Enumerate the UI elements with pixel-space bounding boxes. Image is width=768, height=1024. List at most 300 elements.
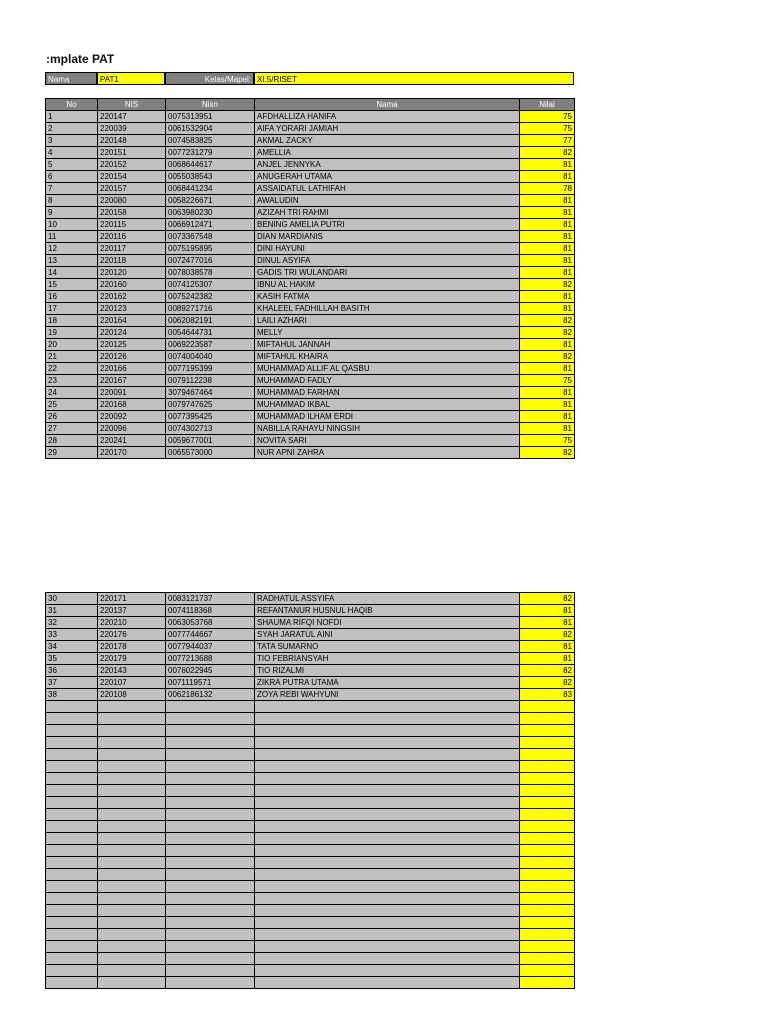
cell-nilai[interactable]: 82 bbox=[520, 327, 575, 339]
cell-nama[interactable] bbox=[255, 869, 520, 881]
cell-nis[interactable]: 220166 bbox=[98, 363, 166, 375]
cell-nisn[interactable]: 0078038578 bbox=[166, 267, 255, 279]
cell-nisn[interactable]: 0055038543 bbox=[166, 171, 255, 183]
cell-nisn[interactable] bbox=[166, 893, 255, 905]
cell-nilai[interactable]: 81 bbox=[520, 363, 575, 375]
cell-nilai[interactable]: 81 bbox=[520, 267, 575, 279]
cell-nisn[interactable]: 0054644731 bbox=[166, 327, 255, 339]
cell-nilai[interactable]: 81 bbox=[520, 195, 575, 207]
cell-nilai[interactable]: 81 bbox=[520, 303, 575, 315]
cell-nama[interactable]: NABILLA RAHAYU NINGSIH bbox=[255, 423, 520, 435]
cell-no[interactable] bbox=[46, 965, 98, 977]
cell-nis[interactable]: 220080 bbox=[98, 195, 166, 207]
cell-no[interactable]: 38 bbox=[46, 689, 98, 701]
cell-nisn[interactable]: 0061532904 bbox=[166, 123, 255, 135]
cell-nama[interactable]: GADIS TRI WULANDARI bbox=[255, 267, 520, 279]
cell-nisn[interactable] bbox=[166, 905, 255, 917]
cell-nis[interactable] bbox=[98, 773, 166, 785]
cell-no[interactable]: 13 bbox=[46, 255, 98, 267]
cell-nisn[interactable]: 0062186132 bbox=[166, 689, 255, 701]
cell-nama[interactable] bbox=[255, 965, 520, 977]
cell-nama[interactable] bbox=[255, 941, 520, 953]
cell-no[interactable]: 17 bbox=[46, 303, 98, 315]
cell-nama[interactable]: NUR APNI ZAHRA bbox=[255, 447, 520, 459]
cell-nisn[interactable]: 0074125307 bbox=[166, 279, 255, 291]
cell-nis[interactable]: 220118 bbox=[98, 255, 166, 267]
cell-nisn[interactable] bbox=[166, 737, 255, 749]
cell-nis[interactable] bbox=[98, 833, 166, 845]
cell-nama[interactable]: RADHATUL ASSYIFA bbox=[255, 593, 520, 605]
cell-nis[interactable] bbox=[98, 953, 166, 965]
cell-nisn[interactable]: 3079467464 bbox=[166, 387, 255, 399]
cell-nis[interactable]: 220210 bbox=[98, 617, 166, 629]
cell-nisn[interactable] bbox=[166, 785, 255, 797]
cell-no[interactable] bbox=[46, 785, 98, 797]
cell-nisn[interactable]: 0068644617 bbox=[166, 159, 255, 171]
cell-nis[interactable] bbox=[98, 737, 166, 749]
cell-nis[interactable]: 220115 bbox=[98, 219, 166, 231]
cell-nilai[interactable]: 81 bbox=[520, 653, 575, 665]
cell-nama[interactable] bbox=[255, 725, 520, 737]
cell-nis[interactable]: 220151 bbox=[98, 147, 166, 159]
cell-no[interactable]: 18 bbox=[46, 315, 98, 327]
cell-nilai[interactable]: 78 bbox=[520, 183, 575, 195]
cell-nilai[interactable]: 81 bbox=[520, 617, 575, 629]
cell-nisn[interactable]: 0077195399 bbox=[166, 363, 255, 375]
cell-nilai[interactable] bbox=[520, 785, 575, 797]
cell-no[interactable] bbox=[46, 761, 98, 773]
cell-no[interactable] bbox=[46, 881, 98, 893]
cell-nis[interactable] bbox=[98, 749, 166, 761]
cell-nilai[interactable]: 75 bbox=[520, 123, 575, 135]
cell-no[interactable]: 33 bbox=[46, 629, 98, 641]
cell-nisn[interactable] bbox=[166, 773, 255, 785]
cell-nisn[interactable]: 0058226671 bbox=[166, 195, 255, 207]
cell-nama[interactable]: AMELLIA bbox=[255, 147, 520, 159]
cell-no[interactable]: 24 bbox=[46, 387, 98, 399]
cell-nama[interactable]: DINI HAYUNI bbox=[255, 243, 520, 255]
cell-no[interactable] bbox=[46, 857, 98, 869]
cell-nis[interactable] bbox=[98, 869, 166, 881]
cell-nama[interactable] bbox=[255, 761, 520, 773]
cell-nama[interactable]: LAILI AZHARI bbox=[255, 315, 520, 327]
cell-no[interactable]: 10 bbox=[46, 219, 98, 231]
cell-nisn[interactable]: 0079112238 bbox=[166, 375, 255, 387]
cell-nama[interactable] bbox=[255, 977, 520, 989]
cell-nilai[interactable]: 81 bbox=[520, 339, 575, 351]
nama-value-cell[interactable]: PAT1 bbox=[97, 72, 165, 85]
cell-nisn[interactable]: 0059677001 bbox=[166, 435, 255, 447]
cell-no[interactable]: 30 bbox=[46, 593, 98, 605]
cell-no[interactable]: 31 bbox=[46, 605, 98, 617]
cell-no[interactable] bbox=[46, 833, 98, 845]
cell-nilai[interactable]: 81 bbox=[520, 243, 575, 255]
cell-nama[interactable]: ZIKRA PUTRA UTAMA bbox=[255, 677, 520, 689]
cell-no[interactable] bbox=[46, 797, 98, 809]
cell-nilai[interactable] bbox=[520, 725, 575, 737]
cell-nilai[interactable] bbox=[520, 761, 575, 773]
cell-nis[interactable]: 220107 bbox=[98, 677, 166, 689]
cell-no[interactable]: 9 bbox=[46, 207, 98, 219]
cell-no[interactable]: 15 bbox=[46, 279, 98, 291]
cell-no[interactable]: 37 bbox=[46, 677, 98, 689]
cell-nis[interactable]: 220162 bbox=[98, 291, 166, 303]
cell-no[interactable]: 16 bbox=[46, 291, 98, 303]
cell-nilai[interactable]: 81 bbox=[520, 255, 575, 267]
cell-nis[interactable] bbox=[98, 761, 166, 773]
cell-nis[interactable]: 220176 bbox=[98, 629, 166, 641]
cell-nis[interactable]: 220167 bbox=[98, 375, 166, 387]
cell-nama[interactable]: SYAH JARATUL AINI bbox=[255, 629, 520, 641]
cell-nilai[interactable]: 81 bbox=[520, 411, 575, 423]
cell-nama[interactable] bbox=[255, 917, 520, 929]
cell-no[interactable] bbox=[46, 977, 98, 989]
cell-nama[interactable]: TIO FEBRIANSYAH bbox=[255, 653, 520, 665]
cell-nisn[interactable] bbox=[166, 749, 255, 761]
cell-nis[interactable] bbox=[98, 725, 166, 737]
cell-nis[interactable] bbox=[98, 965, 166, 977]
cell-nis[interactable] bbox=[98, 905, 166, 917]
cell-no[interactable] bbox=[46, 917, 98, 929]
cell-nisn[interactable]: 0077944037 bbox=[166, 641, 255, 653]
cell-nama[interactable]: MUHAMMAD IKBAL bbox=[255, 399, 520, 411]
cell-nisn[interactable]: 0072477016 bbox=[166, 255, 255, 267]
cell-no[interactable] bbox=[46, 809, 98, 821]
cell-nisn[interactable]: 0066912471 bbox=[166, 219, 255, 231]
cell-nilai[interactable] bbox=[520, 929, 575, 941]
cell-no[interactable]: 2 bbox=[46, 123, 98, 135]
cell-nama[interactable]: MIFTAHUL JANNAH bbox=[255, 339, 520, 351]
cell-nisn[interactable] bbox=[166, 917, 255, 929]
cell-nisn[interactable]: 0068441234 bbox=[166, 183, 255, 195]
cell-nis[interactable]: 220096 bbox=[98, 423, 166, 435]
cell-nama[interactable] bbox=[255, 749, 520, 761]
cell-nis[interactable] bbox=[98, 893, 166, 905]
cell-nama[interactable]: MELLY bbox=[255, 327, 520, 339]
cell-nisn[interactable]: 0075313951 bbox=[166, 111, 255, 123]
cell-no[interactable]: 22 bbox=[46, 363, 98, 375]
cell-nilai[interactable]: 81 bbox=[520, 219, 575, 231]
cell-nama[interactable]: MUHAMMAD ILHAM ERDI bbox=[255, 411, 520, 423]
cell-nisn[interactable]: 0075195895 bbox=[166, 243, 255, 255]
cell-nis[interactable] bbox=[98, 917, 166, 929]
cell-nilai[interactable]: 81 bbox=[520, 207, 575, 219]
cell-nama[interactable]: NOVITA SARI bbox=[255, 435, 520, 447]
cell-nilai[interactable]: 81 bbox=[520, 423, 575, 435]
cell-nisn[interactable]: 0077213688 bbox=[166, 653, 255, 665]
cell-nilai[interactable]: 75 bbox=[520, 375, 575, 387]
cell-nis[interactable] bbox=[98, 821, 166, 833]
cell-nama[interactable] bbox=[255, 857, 520, 869]
cell-nis[interactable]: 220108 bbox=[98, 689, 166, 701]
cell-no[interactable]: 14 bbox=[46, 267, 98, 279]
cell-nis[interactable]: 220160 bbox=[98, 279, 166, 291]
cell-nis[interactable]: 220158 bbox=[98, 207, 166, 219]
cell-nisn[interactable]: 0063980230 bbox=[166, 207, 255, 219]
cell-nama[interactable] bbox=[255, 809, 520, 821]
cell-nama[interactable]: ANUGERAH UTAMA bbox=[255, 171, 520, 183]
cell-nilai[interactable] bbox=[520, 713, 575, 725]
cell-no[interactable] bbox=[46, 773, 98, 785]
cell-nama[interactable] bbox=[255, 905, 520, 917]
cell-nisn[interactable]: 0089271716 bbox=[166, 303, 255, 315]
cell-nis[interactable] bbox=[98, 713, 166, 725]
cell-nis[interactable]: 220152 bbox=[98, 159, 166, 171]
cell-nis[interactable] bbox=[98, 701, 166, 713]
cell-no[interactable] bbox=[46, 845, 98, 857]
cell-nis[interactable]: 220116 bbox=[98, 231, 166, 243]
cell-nisn[interactable]: 0074583825 bbox=[166, 135, 255, 147]
cell-nilai[interactable]: 82 bbox=[520, 315, 575, 327]
cell-nama[interactable]: DINUL ASYIFA bbox=[255, 255, 520, 267]
cell-nama[interactable]: MIFTAHUL KHAIRA bbox=[255, 351, 520, 363]
cell-nis[interactable] bbox=[98, 809, 166, 821]
cell-nilai[interactable]: 83 bbox=[520, 689, 575, 701]
cell-nama[interactable]: TIO RIZALMI bbox=[255, 665, 520, 677]
cell-nilai[interactable] bbox=[520, 833, 575, 845]
cell-nama[interactable]: REFANTANUR HUSNUL HAQIB bbox=[255, 605, 520, 617]
cell-nama[interactable] bbox=[255, 773, 520, 785]
cell-nilai[interactable]: 81 bbox=[520, 231, 575, 243]
cell-nis[interactable]: 220154 bbox=[98, 171, 166, 183]
cell-nis[interactable]: 220143 bbox=[98, 665, 166, 677]
cell-nilai[interactable] bbox=[520, 905, 575, 917]
cell-no[interactable]: 20 bbox=[46, 339, 98, 351]
cell-no[interactable]: 28 bbox=[46, 435, 98, 447]
cell-nama[interactable] bbox=[255, 713, 520, 725]
cell-nilai[interactable]: 82 bbox=[520, 665, 575, 677]
cell-nilai[interactable]: 82 bbox=[520, 593, 575, 605]
cell-nilai[interactable] bbox=[520, 917, 575, 929]
cell-nisn[interactable] bbox=[166, 821, 255, 833]
cell-nama[interactable] bbox=[255, 881, 520, 893]
cell-no[interactable]: 12 bbox=[46, 243, 98, 255]
cell-nisn[interactable] bbox=[166, 713, 255, 725]
cell-nis[interactable]: 220179 bbox=[98, 653, 166, 665]
cell-nilai[interactable] bbox=[520, 797, 575, 809]
cell-nisn[interactable]: 0073367548 bbox=[166, 231, 255, 243]
cell-no[interactable] bbox=[46, 869, 98, 881]
cell-no[interactable]: 35 bbox=[46, 653, 98, 665]
cell-nisn[interactable]: 0062082191 bbox=[166, 315, 255, 327]
cell-no[interactable]: 26 bbox=[46, 411, 98, 423]
cell-nis[interactable]: 220171 bbox=[98, 593, 166, 605]
cell-nis[interactable] bbox=[98, 881, 166, 893]
cell-nisn[interactable] bbox=[166, 833, 255, 845]
cell-no[interactable] bbox=[46, 953, 98, 965]
cell-no[interactable]: 34 bbox=[46, 641, 98, 653]
cell-nis[interactable] bbox=[98, 929, 166, 941]
cell-nisn[interactable] bbox=[166, 965, 255, 977]
cell-nama[interactable]: AFDHALLIZA HANIFA bbox=[255, 111, 520, 123]
cell-nilai[interactable]: 81 bbox=[520, 641, 575, 653]
cell-nilai[interactable]: 82 bbox=[520, 629, 575, 641]
cell-no[interactable]: 6 bbox=[46, 171, 98, 183]
cell-nilai[interactable]: 82 bbox=[520, 279, 575, 291]
cell-nis[interactable]: 220170 bbox=[98, 447, 166, 459]
cell-no[interactable]: 27 bbox=[46, 423, 98, 435]
cell-no[interactable]: 11 bbox=[46, 231, 98, 243]
cell-nilai[interactable] bbox=[520, 845, 575, 857]
cell-nilai[interactable]: 81 bbox=[520, 159, 575, 171]
cell-nama[interactable]: DIAN MARDIANIS bbox=[255, 231, 520, 243]
cell-nisn[interactable] bbox=[166, 797, 255, 809]
cell-nis[interactable] bbox=[98, 977, 166, 989]
cell-nilai[interactable]: 81 bbox=[520, 387, 575, 399]
cell-no[interactable] bbox=[46, 821, 98, 833]
cell-nama[interactable] bbox=[255, 797, 520, 809]
cell-nis[interactable] bbox=[98, 857, 166, 869]
cell-no[interactable]: 19 bbox=[46, 327, 98, 339]
cell-nama[interactable]: AWALUDIN bbox=[255, 195, 520, 207]
cell-no[interactable] bbox=[46, 713, 98, 725]
cell-nilai[interactable]: 75 bbox=[520, 435, 575, 447]
cell-no[interactable]: 36 bbox=[46, 665, 98, 677]
cell-nisn[interactable] bbox=[166, 701, 255, 713]
cell-nama[interactable]: SHAUMA RIFQI NOFDI bbox=[255, 617, 520, 629]
cell-nama[interactable]: KASIH FATMA bbox=[255, 291, 520, 303]
cell-nama[interactable] bbox=[255, 929, 520, 941]
cell-no[interactable]: 23 bbox=[46, 375, 98, 387]
cell-nilai[interactable] bbox=[520, 893, 575, 905]
cell-nilai[interactable] bbox=[520, 821, 575, 833]
cell-nis[interactable]: 220164 bbox=[98, 315, 166, 327]
cell-no[interactable]: 21 bbox=[46, 351, 98, 363]
cell-nis[interactable] bbox=[98, 785, 166, 797]
cell-no[interactable]: 32 bbox=[46, 617, 98, 629]
cell-nama[interactable]: ZOYA REBI WAHYUNI bbox=[255, 689, 520, 701]
cell-nisn[interactable]: 0071119571 bbox=[166, 677, 255, 689]
cell-nama[interactable] bbox=[255, 833, 520, 845]
kelas-value-cell[interactable]: XI.5/RISET bbox=[254, 72, 574, 85]
cell-nisn[interactable]: 0076022945 bbox=[166, 665, 255, 677]
cell-nis[interactable]: 220123 bbox=[98, 303, 166, 315]
cell-nilai[interactable]: 77 bbox=[520, 135, 575, 147]
cell-nilai[interactable] bbox=[520, 869, 575, 881]
cell-nama[interactable]: TATA SUMARNO bbox=[255, 641, 520, 653]
cell-nama[interactable] bbox=[255, 953, 520, 965]
cell-nama[interactable]: AKMAL ZACKY bbox=[255, 135, 520, 147]
cell-nisn[interactable]: 0077231279 bbox=[166, 147, 255, 159]
cell-nama[interactable]: AZIZAH TRI RAHMI bbox=[255, 207, 520, 219]
cell-nis[interactable]: 220039 bbox=[98, 123, 166, 135]
cell-nis[interactable]: 220092 bbox=[98, 411, 166, 423]
cell-no[interactable] bbox=[46, 737, 98, 749]
cell-no[interactable] bbox=[46, 701, 98, 713]
cell-nilai[interactable]: 81 bbox=[520, 171, 575, 183]
cell-nis[interactable]: 220137 bbox=[98, 605, 166, 617]
cell-nisn[interactable]: 0074004040 bbox=[166, 351, 255, 363]
cell-nilai[interactable]: 82 bbox=[520, 351, 575, 363]
cell-no[interactable]: 7 bbox=[46, 183, 98, 195]
cell-nis[interactable] bbox=[98, 845, 166, 857]
cell-nisn[interactable]: 0069223587 bbox=[166, 339, 255, 351]
cell-nisn[interactable]: 0077395425 bbox=[166, 411, 255, 423]
cell-nilai[interactable] bbox=[520, 953, 575, 965]
cell-nilai[interactable] bbox=[520, 941, 575, 953]
cell-nis[interactable]: 220178 bbox=[98, 641, 166, 653]
cell-nilai[interactable] bbox=[520, 737, 575, 749]
cell-nisn[interactable] bbox=[166, 941, 255, 953]
cell-nama[interactable] bbox=[255, 821, 520, 833]
cell-nilai[interactable]: 81 bbox=[520, 605, 575, 617]
cell-nilai[interactable] bbox=[520, 701, 575, 713]
cell-no[interactable]: 4 bbox=[46, 147, 98, 159]
cell-nama[interactable] bbox=[255, 701, 520, 713]
cell-no[interactable] bbox=[46, 749, 98, 761]
cell-nama[interactable]: ASSAIDATUL LATHIFAH bbox=[255, 183, 520, 195]
cell-nis[interactable]: 220091 bbox=[98, 387, 166, 399]
cell-nis[interactable]: 220126 bbox=[98, 351, 166, 363]
cell-no[interactable] bbox=[46, 893, 98, 905]
cell-nisn[interactable] bbox=[166, 977, 255, 989]
cell-no[interactable] bbox=[46, 929, 98, 941]
cell-no[interactable] bbox=[46, 905, 98, 917]
cell-nilai[interactable] bbox=[520, 773, 575, 785]
cell-nilai[interactable]: 75 bbox=[520, 111, 575, 123]
cell-nama[interactable] bbox=[255, 845, 520, 857]
cell-nisn[interactable]: 0074302713 bbox=[166, 423, 255, 435]
cell-nama[interactable]: ANJEL JENNYKA bbox=[255, 159, 520, 171]
cell-nisn[interactable] bbox=[166, 881, 255, 893]
cell-no[interactable] bbox=[46, 941, 98, 953]
cell-no[interactable]: 8 bbox=[46, 195, 98, 207]
cell-nisn[interactable]: 0063053768 bbox=[166, 617, 255, 629]
cell-nis[interactable]: 220168 bbox=[98, 399, 166, 411]
cell-nilai[interactable]: 81 bbox=[520, 399, 575, 411]
cell-nisn[interactable]: 0083121737 bbox=[166, 593, 255, 605]
cell-nisn[interactable]: 0077744667 bbox=[166, 629, 255, 641]
cell-nisn[interactable]: 0079747625 bbox=[166, 399, 255, 411]
cell-nilai[interactable]: 82 bbox=[520, 447, 575, 459]
cell-no[interactable]: 29 bbox=[46, 447, 98, 459]
cell-nama[interactable]: KHALEEL FADHILLAH BASITH bbox=[255, 303, 520, 315]
cell-nama[interactable] bbox=[255, 893, 520, 905]
cell-nis[interactable]: 220120 bbox=[98, 267, 166, 279]
cell-nilai[interactable]: 81 bbox=[520, 291, 575, 303]
cell-nisn[interactable]: 0075242382 bbox=[166, 291, 255, 303]
cell-nama[interactable]: BENING AMELIA PUTRI bbox=[255, 219, 520, 231]
cell-nama[interactable]: MUHAMMAD FADLY bbox=[255, 375, 520, 387]
cell-nisn[interactable] bbox=[166, 845, 255, 857]
cell-no[interactable]: 25 bbox=[46, 399, 98, 411]
cell-nilai[interactable] bbox=[520, 857, 575, 869]
cell-nis[interactable] bbox=[98, 797, 166, 809]
cell-no[interactable]: 5 bbox=[46, 159, 98, 171]
cell-nama[interactable]: IBNU AL HAKIM bbox=[255, 279, 520, 291]
cell-nisn[interactable] bbox=[166, 809, 255, 821]
cell-nisn[interactable] bbox=[166, 857, 255, 869]
cell-no[interactable]: 3 bbox=[46, 135, 98, 147]
cell-nilai[interactable]: 82 bbox=[520, 677, 575, 689]
cell-nama[interactable]: MUHAMMAD ALLIF AL QASBU bbox=[255, 363, 520, 375]
cell-nama[interactable] bbox=[255, 785, 520, 797]
cell-nis[interactable] bbox=[98, 941, 166, 953]
cell-nis[interactable]: 220125 bbox=[98, 339, 166, 351]
cell-no[interactable]: 1 bbox=[46, 111, 98, 123]
cell-no[interactable] bbox=[46, 725, 98, 737]
cell-nis[interactable]: 220148 bbox=[98, 135, 166, 147]
cell-nilai[interactable] bbox=[520, 977, 575, 989]
cell-nisn[interactable]: 0074118368 bbox=[166, 605, 255, 617]
cell-nilai[interactable] bbox=[520, 965, 575, 977]
cell-nisn[interactable] bbox=[166, 725, 255, 737]
cell-nisn[interactable] bbox=[166, 869, 255, 881]
cell-nis[interactable]: 220124 bbox=[98, 327, 166, 339]
cell-nisn[interactable] bbox=[166, 953, 255, 965]
cell-nama[interactable]: MUHAMMAD FARHAN bbox=[255, 387, 520, 399]
cell-nisn[interactable] bbox=[166, 929, 255, 941]
